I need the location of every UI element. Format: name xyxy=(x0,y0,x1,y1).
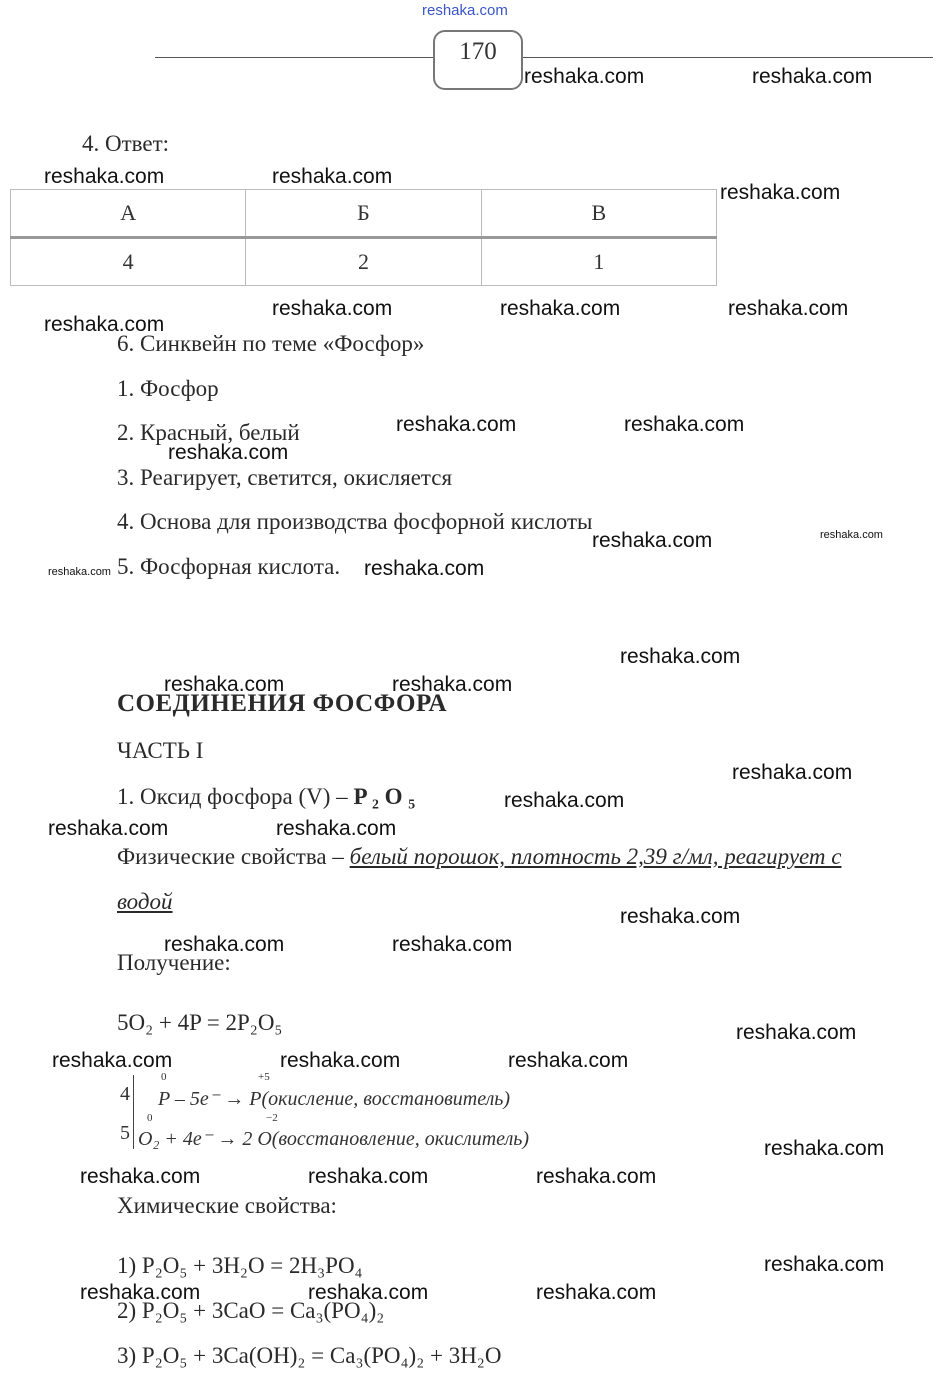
physical-text-cont: водой xyxy=(117,889,173,914)
watermark: reshaka.com xyxy=(308,1281,429,1304)
watermark: reshaka.com xyxy=(764,1253,885,1276)
watermark: reshaka.com xyxy=(620,905,741,928)
watermark: reshaka.com xyxy=(752,65,873,88)
header-rule xyxy=(155,57,933,58)
table-header-cell: В xyxy=(481,190,716,238)
watermark: reshaka.com xyxy=(620,645,741,668)
watermark: reshaka.com xyxy=(168,441,289,464)
watermark: reshaka.com xyxy=(624,413,745,436)
reaction: 2) P₂O₅ + 3CaO = Ca₃(PO₄)₂ xyxy=(117,1298,385,1323)
oxidation-state: 0 xyxy=(147,1112,153,1124)
oxidation-state: −2 xyxy=(266,1112,278,1124)
part-label: ЧАСТЬ I xyxy=(117,738,204,763)
answer-table-header xyxy=(11,190,717,238)
watermark: reshaka.com xyxy=(276,817,397,840)
syncwine-title: 6. Синквейн по теме «Фосфор» xyxy=(117,331,425,356)
syncwine-line: 3. Реагирует, светится, окисляется xyxy=(117,465,453,490)
answer-4-label: 4. Ответ: xyxy=(82,131,170,156)
watermark: reshaka.com xyxy=(164,673,285,696)
redox-line-2: O₂ + 4e⁻ → 2 O(восстановление, окислитель) xyxy=(138,1128,530,1150)
watermark: reshaka.com xyxy=(52,1049,173,1072)
watermark: reshaka.com xyxy=(164,933,285,956)
reaction: 3) P₂O₅ + 3Ca(OH)₂ = Ca₃(PO₄)₂ + 3H₂O xyxy=(117,1343,502,1368)
watermark: reshaka.com xyxy=(732,761,853,784)
watermark: reshaka.com xyxy=(504,789,625,812)
watermark: reshaka.com xyxy=(764,1137,885,1160)
table-cell: 2 xyxy=(246,238,481,286)
syncwine-line: 1. Фосфор xyxy=(117,376,219,401)
oxidation-state: +5 xyxy=(258,1071,270,1083)
watermark: reshaka.com xyxy=(44,165,165,188)
physical-label: Физические свойства – xyxy=(117,844,350,869)
table-cell: 1 xyxy=(481,238,716,286)
watermark: reshaka.com xyxy=(536,1281,657,1304)
syncwine-line: 2. Красный, белый xyxy=(117,420,300,445)
watermark: reshaka.com xyxy=(280,1049,401,1072)
watermark: reshaka.com xyxy=(364,557,485,580)
watermark: reshaka.com xyxy=(720,181,841,204)
watermark: reshaka.com xyxy=(272,165,393,188)
watermark: reshaka.com xyxy=(536,1165,657,1188)
oxide-prefix: 1. Оксид фосфора (V) – xyxy=(117,784,354,809)
section-heading: СОЕДИНЕНИЯ ФОСФОРА xyxy=(117,690,448,717)
page-number: 170 xyxy=(459,38,497,65)
page-number-box xyxy=(433,30,523,90)
redox-coef: 5 xyxy=(120,1122,130,1144)
watermark: reshaka.com xyxy=(80,1281,201,1304)
redox-coef: 4 xyxy=(120,1083,130,1105)
watermark: reshaka.com xyxy=(500,297,621,320)
watermark: reshaka.com xyxy=(524,65,645,88)
oxide-formula: P ₂ O ₅ xyxy=(353,784,416,809)
watermark: reshaka.com xyxy=(44,313,165,336)
watermark: reshaka.com xyxy=(392,933,513,956)
physical-properties xyxy=(117,844,842,870)
redox-bar xyxy=(133,1075,134,1149)
table-header-cell: Б xyxy=(246,190,481,238)
syncwine-line: 4. Основа для производства фосфорной кислоты xyxy=(117,509,593,534)
top-watermark: reshaka.com xyxy=(422,2,508,19)
obtaining-label: Получение: xyxy=(117,950,231,975)
answer-table xyxy=(10,189,717,286)
watermark: reshaka.com xyxy=(392,673,513,696)
oxide-line xyxy=(117,784,415,810)
table-cell: 4 xyxy=(11,238,246,286)
reaction: 1) P₂O₅ + 3H₂O = 2H₃PO₄ xyxy=(117,1253,363,1278)
watermark: reshaka.com xyxy=(272,297,393,320)
chemical-label: Химические свойства: xyxy=(117,1193,337,1218)
watermark: reshaka.com xyxy=(508,1049,629,1072)
syncwine-line: 5. Фосфорная кислота. xyxy=(117,554,341,579)
watermark: reshaka.com xyxy=(736,1021,857,1044)
watermark: reshaka.com xyxy=(48,817,169,840)
watermark: reshaka.com xyxy=(80,1165,201,1188)
watermark: reshaka.com xyxy=(728,297,849,320)
watermark: reshaka.com xyxy=(592,529,713,552)
oxidation-state: 0 xyxy=(161,1071,167,1083)
obtaining-equation: 5O₂ + 4P = 2P₂O₅ xyxy=(117,1010,283,1035)
watermark: reshaka.com xyxy=(48,566,111,578)
watermark: reshaka.com xyxy=(820,529,883,541)
watermark: reshaka.com xyxy=(308,1165,429,1188)
watermark: reshaka.com xyxy=(396,413,517,436)
redox-line-1: P – 5e⁻ → P(окисление, восстановитель) xyxy=(158,1088,511,1110)
table-header-cell: А xyxy=(11,190,246,238)
answer-table-row xyxy=(11,238,717,286)
physical-text: белый порошок, плотность 2,39 г/мл, реагирует с xyxy=(349,844,842,869)
